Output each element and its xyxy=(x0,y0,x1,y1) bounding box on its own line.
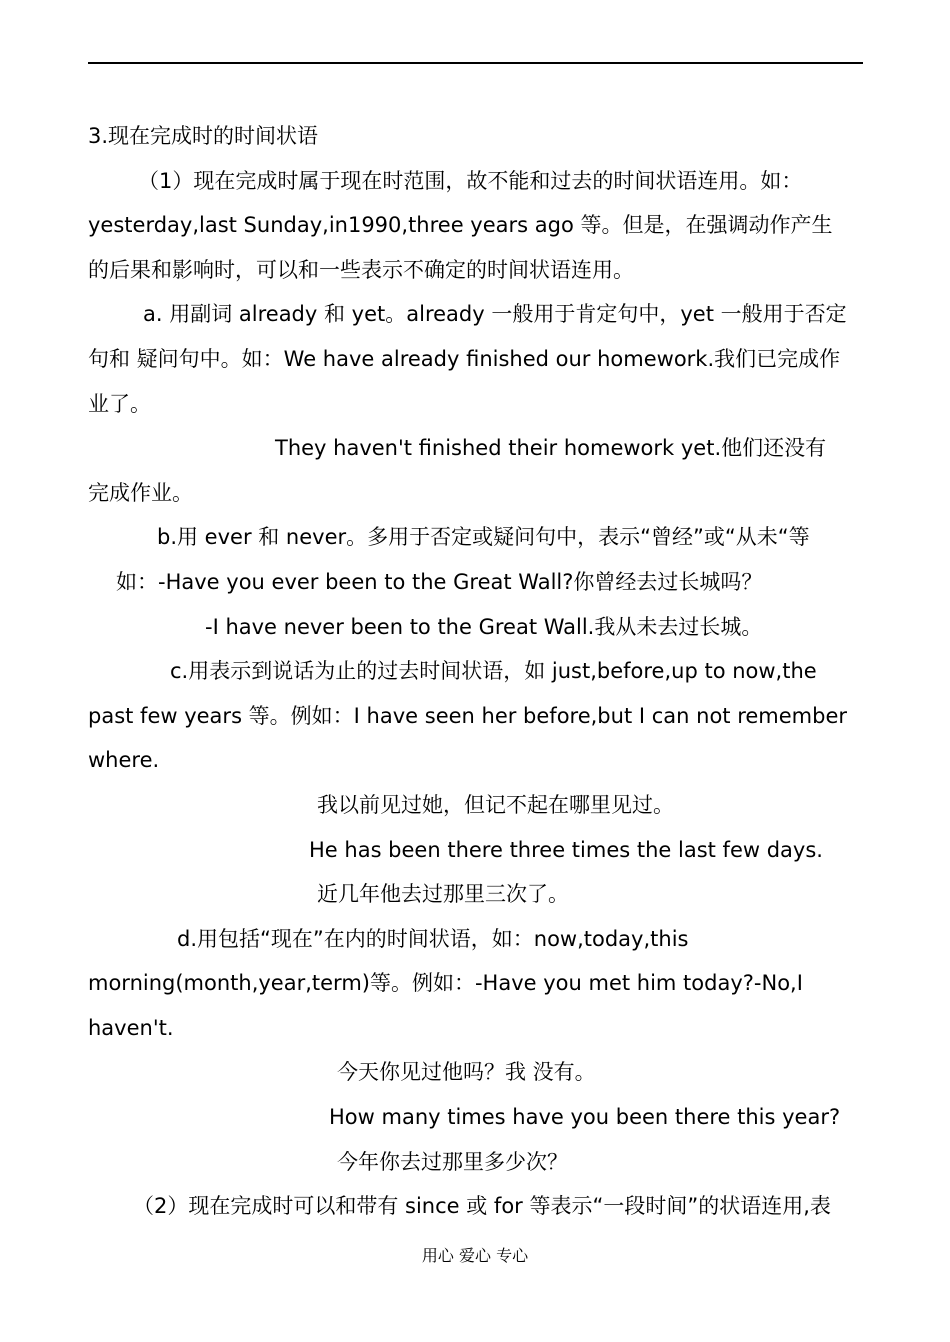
text-line: 句和 疑问句中。如：We have already finished our homework.我们已完成作 xyxy=(88,346,841,371)
section-heading: 3.现在完成时的时间状语 xyxy=(88,124,319,148)
text-line: 完成作业。 xyxy=(88,480,193,505)
text-line: yesterday,last Sunday,in1990,three years ago 等。但是，在强调动作产生 xyxy=(88,213,833,238)
text-line: morning(month,year,term)等。例如：-Have you met him today?-No,I xyxy=(88,971,803,996)
text-line: 今天你见过他吗？我 没有。 xyxy=(337,1060,596,1085)
text-line: a. 用副词 already 和 yet。already 一般用于肯定句中，yet 一般用于否定 xyxy=(143,302,847,327)
page-footer: 用心 爱心 专心 xyxy=(421,1246,529,1265)
text-line: How many times have you been there this year? xyxy=(329,1105,841,1130)
text-line: c.用表示到说话为止的过去时间状语，如 just,before,up to now,the xyxy=(170,659,817,684)
document-body xyxy=(88,114,863,1229)
text-line: He has been there three times the last few days. xyxy=(309,837,823,862)
text-line: 我以前见过她，但记不起在哪里见过。 xyxy=(317,792,674,817)
text-line: They haven't finished their homework yet.他们还没有 xyxy=(275,436,827,461)
text-line: 如：-Have you ever been to the Great Wall?你曾经去过长城吗？ xyxy=(116,569,763,594)
text-line: 今年你去过那里多少次？ xyxy=(337,1149,568,1174)
text-line: 的后果和影响时，可以和一些表示不确定的时间状语连用。 xyxy=(88,257,634,282)
text-line: b.用 ever 和 never。多用于否定或疑问句中，表示“曾经”或“从未“等 xyxy=(157,525,810,550)
text-line: where. xyxy=(88,748,160,773)
text-line: （2）现在完成时可以和带有 since 或 for 等表示“一段时间”的状语连用,表 xyxy=(133,1194,831,1219)
text-line: 近几年他去过那里三次了。 xyxy=(317,882,569,907)
text-line: haven't. xyxy=(88,1015,174,1040)
text-line: -I have never been to the Great Wall.我从未去过长城。 xyxy=(205,614,763,639)
header-rule xyxy=(88,62,863,64)
text-line: 业了。 xyxy=(88,391,151,416)
text-line: past few years 等。例如：I have seen her before,but I can not remember xyxy=(88,703,848,728)
text-line: d.用包括“现在”在内的时间状语，如：now,today,this xyxy=(177,926,689,951)
text-line: （1）现在完成时属于现在时范围，故不能和过去的时间状语连用。如： xyxy=(138,168,803,193)
